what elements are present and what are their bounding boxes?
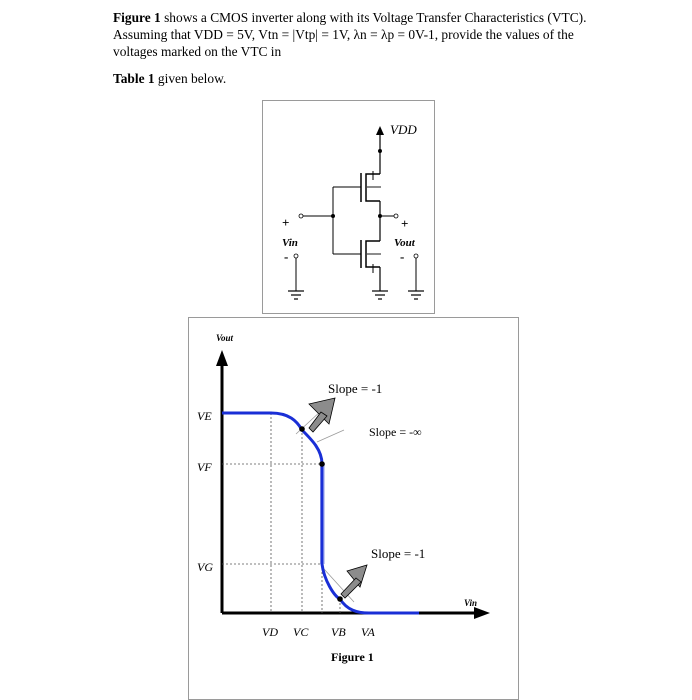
x-point-vc: VC bbox=[293, 625, 309, 639]
ground-icon bbox=[408, 291, 424, 299]
vtc-curve bbox=[222, 413, 419, 613]
pointer-arrow-icon bbox=[341, 565, 367, 598]
table-reference-rest: given below. bbox=[157, 71, 227, 86]
vout-label: Vout bbox=[394, 237, 415, 249]
vin-label: Vin bbox=[282, 237, 298, 249]
y-level-vg: VG bbox=[197, 560, 213, 574]
cmos-inverter-figure bbox=[262, 100, 435, 314]
vout-ground-terminal bbox=[414, 254, 418, 258]
cmos-inverter-schematic bbox=[263, 101, 434, 313]
x-point-va: VA bbox=[361, 625, 375, 639]
table-reference-bold: Table 1 bbox=[113, 71, 155, 86]
vin-ground-terminal bbox=[294, 254, 298, 258]
point-va bbox=[337, 596, 343, 602]
vtc-plot bbox=[189, 318, 518, 699]
nmos-transistor bbox=[361, 240, 381, 273]
y-axis-label: Vout bbox=[216, 333, 234, 343]
x-point-vb: VB bbox=[331, 625, 346, 639]
slope-annotation-infinite: Slope = -∞ bbox=[369, 425, 422, 439]
vtc-figure bbox=[188, 317, 519, 700]
vdd-arrow-icon bbox=[376, 126, 384, 135]
table-reference bbox=[113, 70, 226, 87]
vdd-label: VDD bbox=[390, 122, 417, 137]
input-terminal bbox=[299, 214, 303, 218]
y-level-vf: VF bbox=[197, 460, 212, 474]
point-vc bbox=[299, 426, 305, 432]
question-line-2: Assuming that VDD = 5V, Vtn = |Vtp| = 1V, λn = λp = 0V-1, provide the values of the bbox=[113, 27, 574, 42]
question-line-1: shows a CMOS inverter along with its Voltage Transfer Characteristics (VTC). bbox=[164, 10, 587, 25]
slope-annotation-lower: Slope = -1 bbox=[371, 546, 426, 561]
y-axis-arrow-icon bbox=[216, 350, 228, 366]
pmos-transistor bbox=[361, 171, 381, 202]
pointer-arrow-icon bbox=[309, 398, 335, 432]
figure-reference: Figure 1 bbox=[113, 10, 161, 25]
slope-inf-leader bbox=[317, 430, 344, 442]
ground-icon bbox=[288, 291, 304, 299]
vout-plus-sign: + bbox=[401, 216, 409, 231]
output-terminal bbox=[394, 214, 398, 218]
y-level-ve: VE bbox=[197, 409, 212, 423]
x-axis-label: Vin bbox=[464, 598, 478, 608]
slope-annotation-upper: Slope = -1 bbox=[328, 381, 383, 396]
question-text bbox=[113, 9, 613, 60]
vout-minus-sign: - bbox=[400, 249, 405, 264]
question-line-3: voltages marked on the VTC in bbox=[113, 44, 282, 59]
vin-plus-sign: + bbox=[282, 215, 290, 230]
ground-icon bbox=[372, 291, 388, 299]
x-axis-arrow-icon bbox=[474, 607, 490, 619]
point-vb-upper bbox=[319, 461, 325, 467]
figure-caption: Figure 1 bbox=[331, 650, 374, 664]
vin-minus-sign: - bbox=[284, 249, 289, 264]
x-point-vd: VD bbox=[262, 625, 278, 639]
